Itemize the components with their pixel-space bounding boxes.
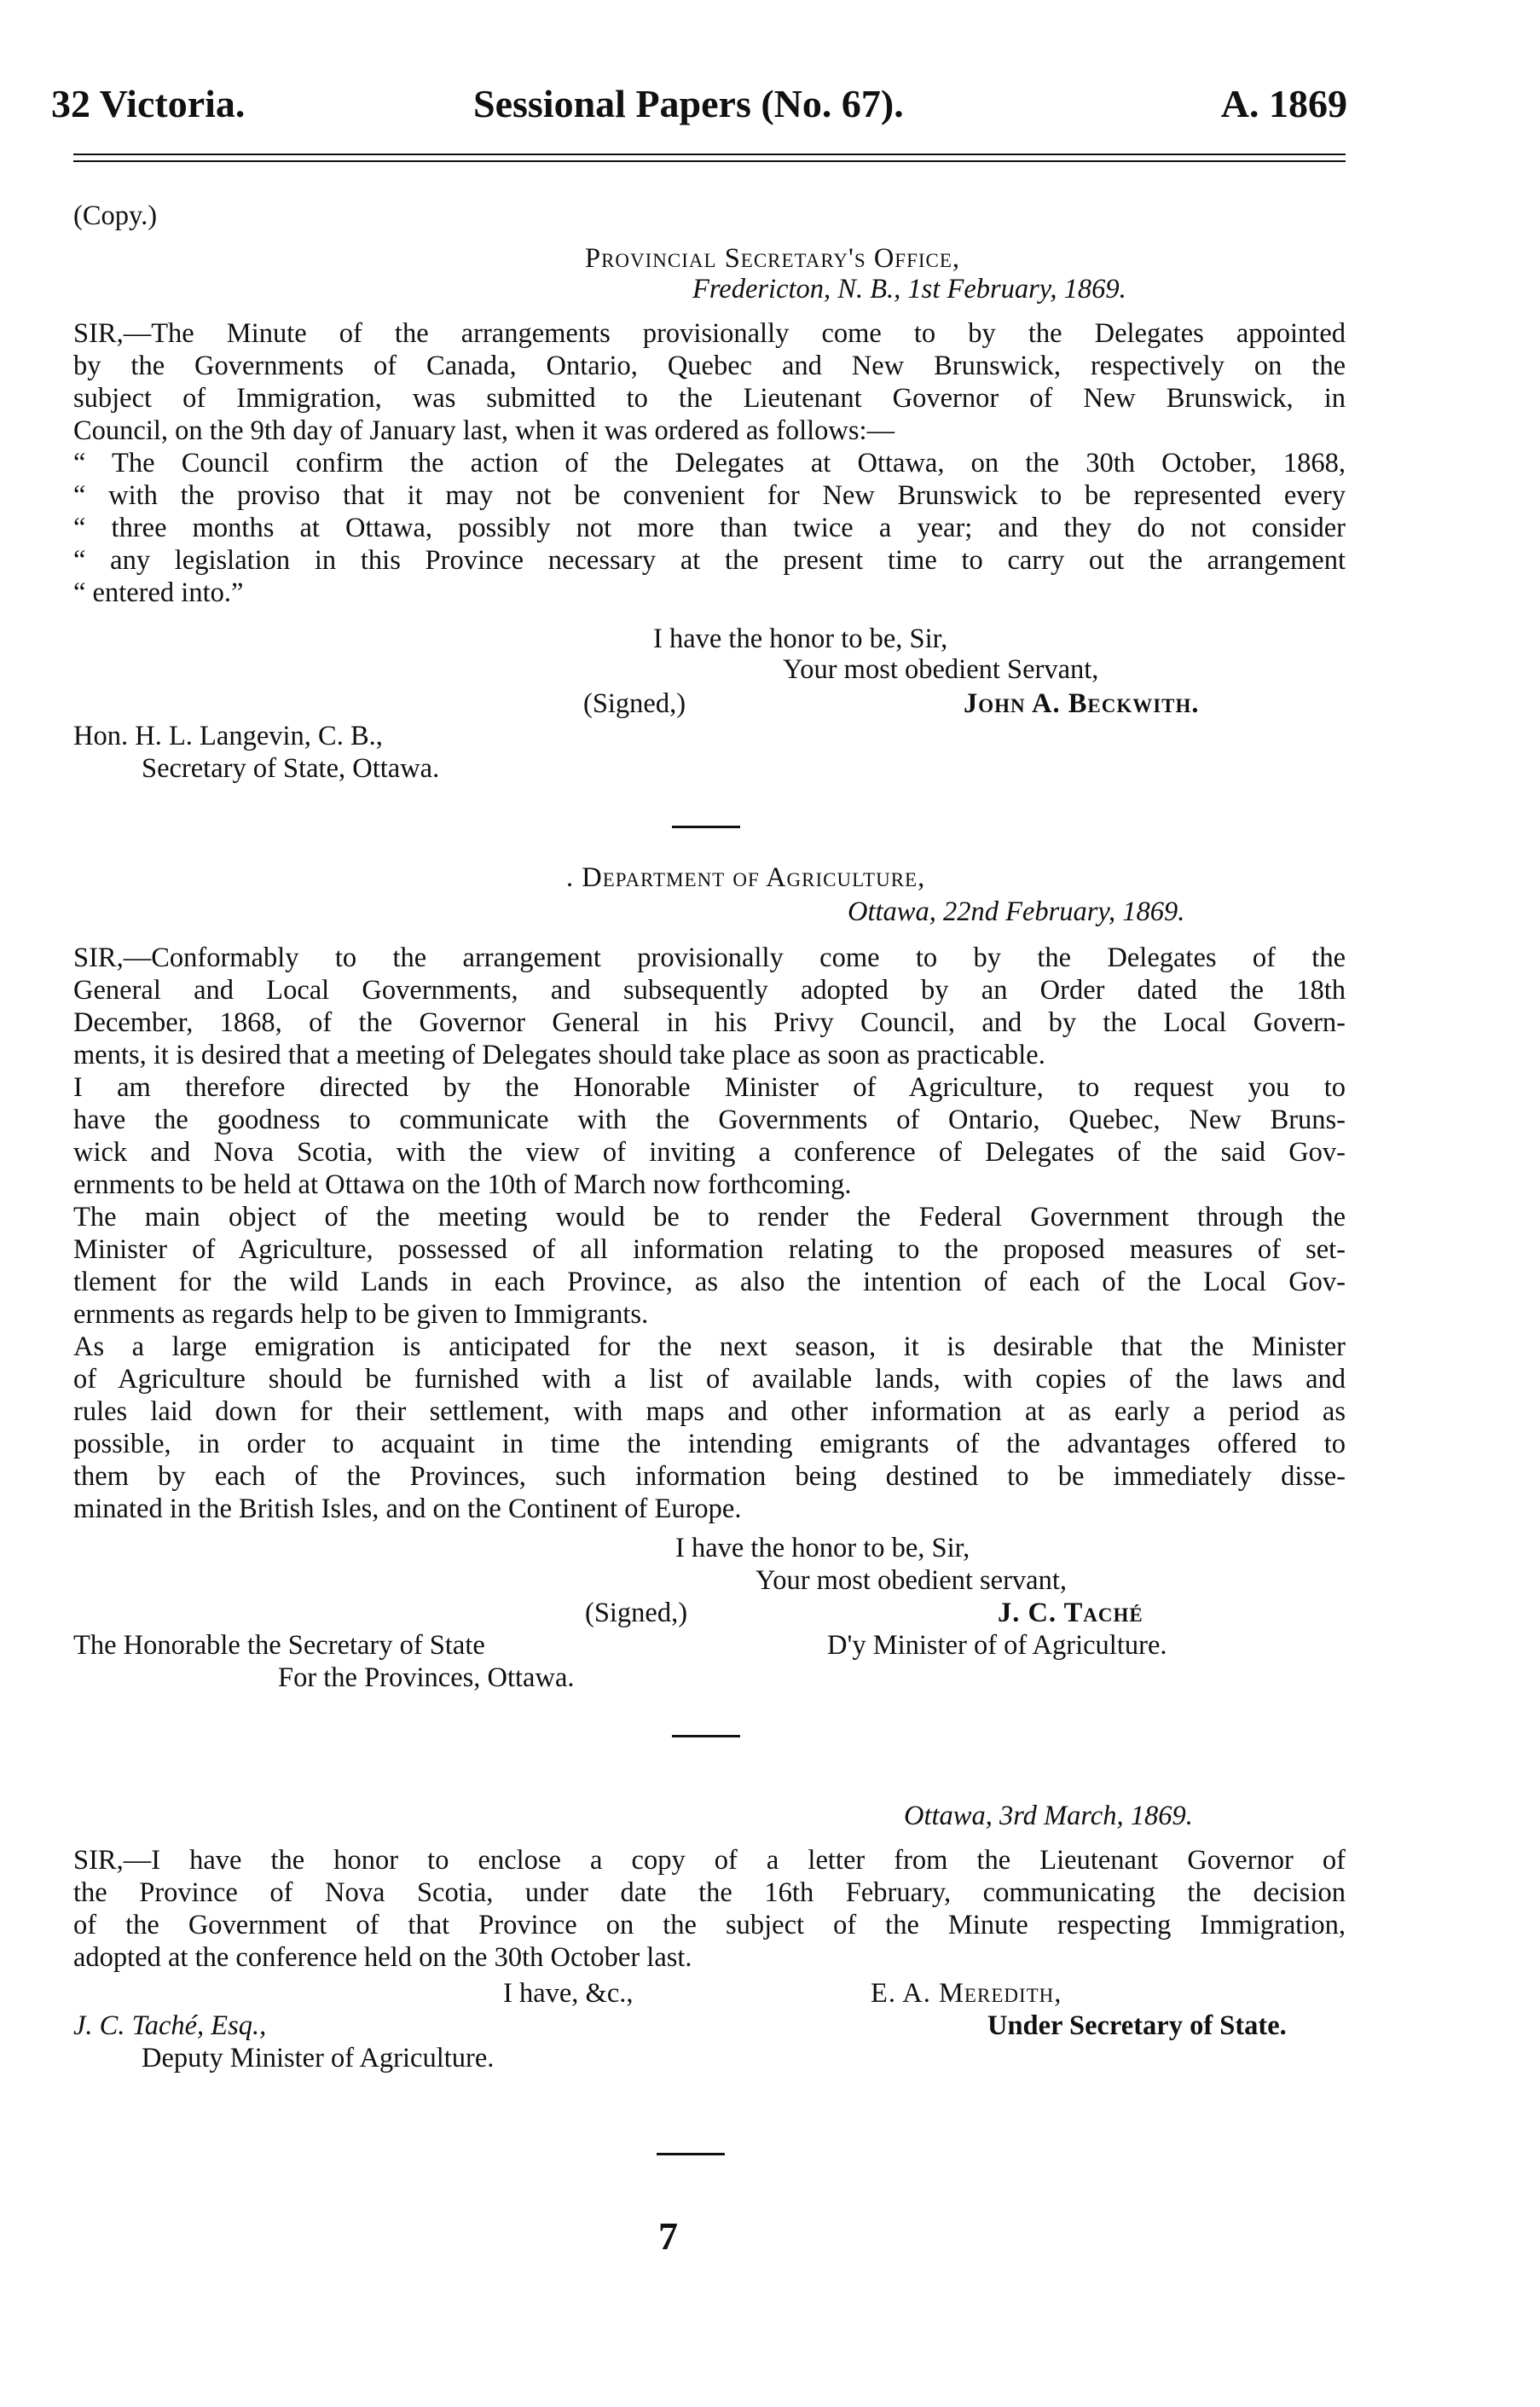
letter-1-quote-2: “ with the proviso that it may not be convenient for New Brunswick to be represented every [73, 480, 1346, 511]
letter-1-quote-4: “ any legislation in this Province necessary at the present time to carry out the arrangement [73, 545, 1346, 576]
separator-rule-1 [672, 826, 740, 828]
letter-1-closing-2: Your most obedient Servant, [783, 654, 1099, 685]
letter-1-quote-1: “ The Council confirm the action of the Delegates at Ottawa, on the 30th October, 1868, [73, 448, 1346, 478]
letter-2-line-10: Minister of Agriculture, possessed of all information relating to the proposed measures of set- [73, 1234, 1346, 1265]
letter-2-place-date: Ottawa, 22nd February, 1869. [848, 896, 1185, 927]
letter-2-closing-1: I have the honor to be, Sir, [675, 1533, 970, 1563]
letter-2-line-18: minated in the British Isles, and on the Continent of Europe. [73, 1494, 742, 1524]
letter-3-addressee-1: J. C. Taché, Esq., [73, 2010, 267, 2041]
letter-2-closing-2: Your most obedient servant, [756, 1565, 1068, 1596]
letter-1-line-1: SIR,—The Minute of the arrangements provisionally come to by the Delegates appointed [73, 318, 1346, 349]
letter-3-addressee-2: Deputy Minister of Agriculture. [142, 2043, 495, 2074]
letter-2-line-4: ments, it is desired that a meeting of Delegates should take place as soon as practicable. [73, 1040, 1045, 1070]
header-volume: A. 1869 [1220, 82, 1347, 125]
page-number: 7 [658, 2214, 678, 2258]
letter-2-line-5: I am therefore directed by the Honorable Minister of Agriculture, to request you to [73, 1072, 1346, 1103]
letter-2-line-16: possible, in order to acquaint in time the intending emigrants of the advantages offered to [73, 1429, 1346, 1459]
letter-2-addressee-2: For the Provinces, Ottawa. [278, 1662, 575, 1693]
letter-3-line-3: of the Government of that Province on the subject of the Minute respecting Immigration, [73, 1910, 1346, 1940]
letter-3-signer: E. A. Meredith, [871, 1978, 1062, 2009]
letter-3-signer-title: Under Secretary of State. [987, 2010, 1287, 2041]
letter-2-line-11: tlement for the wild Lands in each Province, as also the intention of each of the Local Gov- [73, 1267, 1346, 1297]
copy-label: (Copy.) [73, 200, 158, 231]
letter-1-signer: John A. Beckwith. [964, 688, 1200, 719]
letter-2-line-8: ernments to be held at Ottawa on the 10th of March now forthcoming. [73, 1169, 852, 1200]
letter-2-line-12: ernments as regards help to be given to Immigrants. [73, 1299, 649, 1330]
letter-2-line-13: As a large emigration is anticipated for the next season, it is desirable that the Minister [73, 1331, 1346, 1362]
letter-3-closing: I have, &c., [503, 1978, 634, 2009]
letter-1-signed: (Signed,) [583, 688, 686, 719]
letter-1-addressee-2: Secretary of State, Ottawa. [142, 753, 440, 784]
header-session: 32 Victoria. [51, 82, 246, 125]
letter-2-line-15: rules laid down for their settlement, with maps and other information at as early a period as [73, 1396, 1346, 1427]
letter-2-signer: J. C. Taché [998, 1598, 1143, 1628]
letter-2-office: . Department of Agriculture, [566, 862, 926, 893]
letter-1-closing-1: I have the honor to be, Sir, [653, 624, 948, 654]
letter-2-line-6: have the goodness to communicate with the Governments of Ontario, Quebec, New Bruns- [73, 1105, 1346, 1135]
letter-2-line-7: wick and Nova Scotia, with the view of inviting a conference of Delegates of the said Gov- [73, 1137, 1346, 1168]
letter-2-line-9: The main object of the meeting would be to render the Federal Government through the [73, 1202, 1346, 1232]
letter-1-addressee-1: Hon. H. L. Langevin, C. B., [73, 721, 383, 751]
letter-1-line-2: by the Governments of Canada, Ontario, Quebec and New Brunswick, respectively on the [73, 351, 1346, 381]
letter-1-place-date: Fredericton, N. B., 1st February, 1869. [692, 274, 1126, 304]
header-rule-top [73, 154, 1346, 155]
letter-2-line-17: them by each of the Provinces, such information being destined to be immediately disse- [73, 1461, 1346, 1492]
letter-3-line-2: the Province of Nova Scotia, under date the 16th February, communicating the decision [73, 1877, 1346, 1908]
letter-2-signer-title: D'y Minister of of Agriculture. [827, 1630, 1167, 1661]
separator-rule-3 [657, 2153, 725, 2155]
letter-2-line-14: of Agriculture should be furnished with a list of available lands, with copies of the laws and [73, 1364, 1346, 1395]
letter-1-quote-5: “ entered into.” [73, 577, 244, 608]
letter-3-place-date: Ottawa, 3rd March, 1869. [904, 1801, 1193, 1831]
letter-3-line-1: SIR,—I have the honor to enclose a copy of a letter from the Lieutenant Governor of [73, 1845, 1346, 1876]
letter-2-signed: (Signed,) [585, 1598, 688, 1628]
header-rule-bottom [73, 160, 1346, 162]
separator-rule-2 [672, 1735, 740, 1737]
header-title: Sessional Papers (No. 67). [473, 82, 904, 125]
letter-2-line-2: General and Local Governments, and subsequently adopted by an Order dated the 18th [73, 975, 1346, 1006]
letter-3-line-4: adopted at the conference held on the 30th October last. [73, 1942, 692, 1973]
page-header [51, 78, 1347, 130]
letter-2-line-1: SIR,—Conformably to the arrangement provisionally come to by the Delegates of the [73, 942, 1346, 973]
letter-2-line-3: December, 1868, of the Governor General in his Privy Council, and by the Local Govern- [73, 1007, 1346, 1038]
letter-1-line-3: subject of Immigration, was submitted to the Lieutenant Governor of New Brunswick, in [73, 383, 1346, 414]
letter-2-addressee-1: The Honorable the Secretary of State [73, 1630, 485, 1661]
letter-1-office: Provincial Secretary's Office, [585, 243, 961, 274]
letter-1-line-4: Council, on the 9th day of January last, when it was ordered as follows:— [73, 415, 895, 446]
letter-1-quote-3: “ three months at Ottawa, possibly not more than twice a year; and they do not consider [73, 513, 1346, 543]
